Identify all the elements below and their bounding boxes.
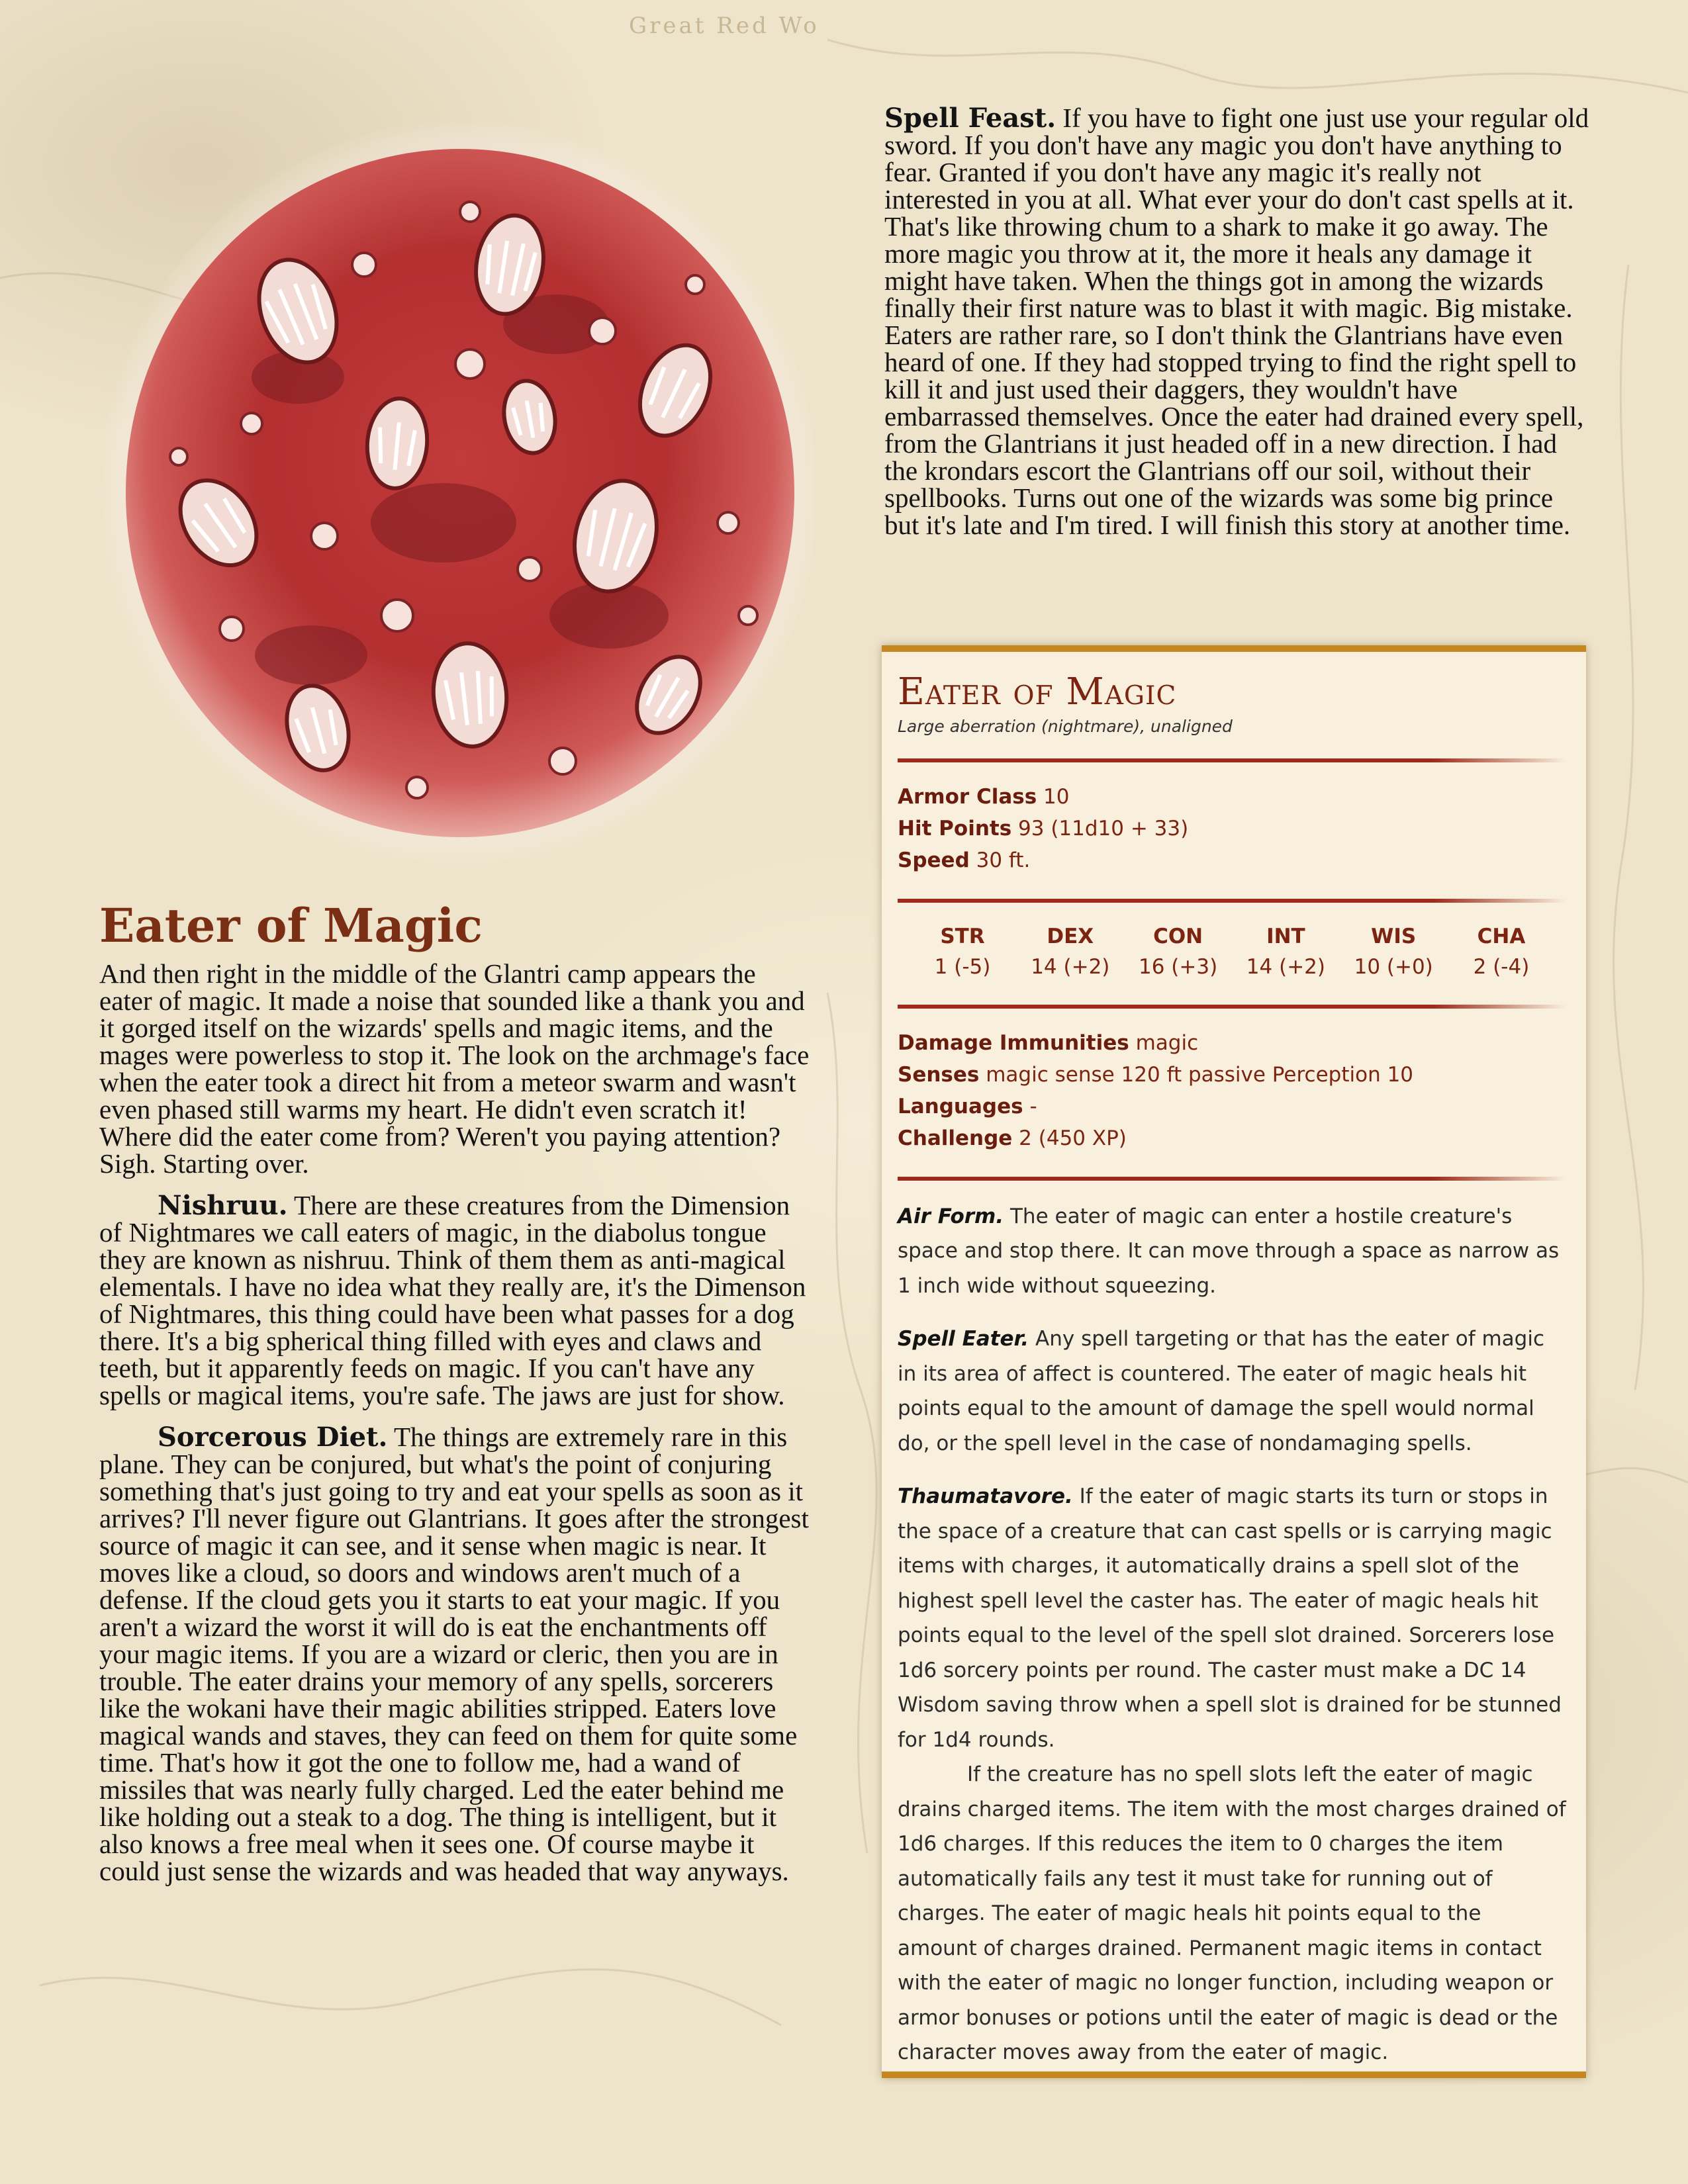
senses [898,1059,1566,1091]
ability-dex [1024,921,1117,982]
left-column [99,900,814,1899]
trait-name: Thaumatavore. [898,1484,1073,1509]
stat-block [882,645,1586,2078]
ability-name: CHA [1477,924,1526,948]
ability-name: DEX [1047,924,1094,948]
ability-cha [1455,921,1548,982]
eater-of-magic-illustration [99,113,814,867]
sorcerous-diet-text: The things are extremely rare in this plane. They can be conjured, but what's the point of conjuring something that's just going to try and eat your spells as soon as it arrives? I'll never figure out Glantrians. It goes after the strongest source of magic it can see, and it sense when magic is near. It moves like a cloud, so doors and windows aren't much of a defense. If the cloud gets you it starts to eat your magic. If you aren't a wizard the worst it will do is eat the enchantments off your magic items. If you are a wizard or cleric, then you are in trouble. The eater drains your memory of any spells, sorcerers like the wokani have their magic abilities stripped. Eaters love magical wands and staves, they can feed on them for quite some time. That's how it got the one to follow me, had a wand of missiles that was nearly fully charged. Led the eater behind me like holding out a steak to a dog. The thing is intelligent, but it also knows a free meal when it sees one. Of course maybe it could just sense the wizards and was headed that way anyways. [99,1422,809,1886]
challenge-label: Challenge [898,1126,1013,1150]
trait-text: If the eater of magic starts its turn or stops in the space of a creature that can cast spells or is carrying magic items with charges, it automatically drains a spell slot of the highest spell level the caster has. The eater of magic heals hit points equal to the level of the spell slot drained. Sorcerers lose 1d6 sorcery points per round. The caster must make a DC 14 Wisdom saving throw when a spell slot is drained for be stunned for 1d4 rounds. [898,1484,1562,1752]
ability-int [1239,921,1332,982]
divider [898,1177,1566,1181]
damage-immunities-value: magic [1135,1030,1199,1055]
trait-thaumatavore-continued: If the creature has no spell slots left the eater of magic drains charged items. The item with the most charges drained of 1d6 charges. If this reduces the item to 0 charges the item automatically fails any test it must take for running out of charges. The eater of magic heals hit points equal to the amount of charges drained. Permanent magic items in contact with the eater of magic no longer function, including weapon or armor bonuses or potions until the eater of magic is dead or the character moves away from the eater of magic. [898,1762,1566,2065]
languages [898,1091,1566,1122]
stat-block-name: Eater of Magic [898,670,1177,713]
damage-immunities-label: Damage Immunities [898,1030,1129,1055]
languages-label: Languages [898,1094,1023,1118]
ability-name: INT [1266,924,1305,948]
speed [898,844,1566,876]
spell-feast-text: If you have to fight one just use your regular old sword. If you don't have any magic you don't have anything to fear. Granted if you don't have any magic it's really not interested in you at all. What ever your do don't cast spells at it. That's like throwing chum to a shark to make it go away. The more magic you throw at it, the more it heals any damage it might have taken. When the things got in among the wizards finally their first nature was to blast it with magic. Big mistake. Eaters are rather rare, so I don't think the Glantrians have even heard of one. If they had stopped trying to find the right spell to kill it and just used their daggers, they wouldn't have embarrassed themselves. Once the eater had drained every spell, from the Glantrians it just headed off in a new direction. I had the krondars escort the Glantrians off our soil, without their spellbooks. Turns out one of the wizards was some big prince but it's late and I'm tired. I will finish this story at another time. [884,103,1589,540]
ability-scores [898,921,1566,982]
speed-value: 30 ft. [976,848,1031,872]
map-label: Great Red Wo [629,13,820,39]
sorcerous-diet-heading: Sorcerous Diet. [158,1422,388,1453]
ability-value: 10 (+0) [1354,954,1433,979]
ability-con [1132,921,1225,982]
ability-name: CON [1153,924,1203,948]
languages-value: - [1029,1094,1037,1118]
hit-points-label: Hit Points [898,816,1012,841]
ability-str [916,921,1009,982]
senses-label: Senses [898,1062,980,1087]
ability-value: 2 (-4) [1473,954,1530,979]
challenge [898,1122,1566,1154]
stat-block-type: Large aberration (nightmare), unaligned [898,716,1233,736]
hit-points [898,813,1566,844]
ability-value: 14 (+2) [1031,954,1110,979]
intro-paragraph: And then right in the middle of the Glantri camp appears the eater of magic. It made a noise that sounded like a thank you and it gorged itself on the wizards' spells and magic items, and the mages were powerless to stop it. The look on the archmage's face when the eater took a direct hit from a meteor swarm and wasn't even phased still warms my heart. He didn't even scratch it! Where did the eater come from? Weren't you paying attention? Sigh. Starting over. [99,958,810,1179]
ability-value: 16 (+3) [1139,954,1218,979]
nishruu-paragraph [99,1192,814,1409]
divider [898,758,1566,762]
ability-value: 1 (-5) [934,954,991,979]
ability-value: 14 (+2) [1246,954,1325,979]
trait-spell-eater [898,1322,1566,1461]
nishruu-text: There are these creatures from the Dimension of Nightmares we call eaters of magic, in the diabolus tongue they are known as nishruu. Think of them them as anti-magical elementals. I have no idea what they really are, it's the Dimenson of Nightmares, this thing could have been what passes for a dog there. It's a big spherical thing filled with eyes and claws and teeth, but it apparently feeds on magic. If you can't have any spells or magical items, you're safe. The jaws are just for show. [99,1190,806,1410]
page-title: Eater of Magic [99,898,483,953]
ability-name: WIS [1371,924,1417,948]
trait-text: The eater of magic can enter a hostile creature's space and stop there. It can move through a space as narrow as 1 inch wide without squeezing. [898,1204,1560,1298]
nishruu-heading: Nishruu. [158,1190,288,1221]
divider [898,1005,1566,1009]
spell-feast-paragraph [884,105,1593,539]
armor-class-value: 10 [1043,784,1070,809]
ability-name: STR [940,924,985,948]
trait-text: Any spell targeting or that has the eater of magic in its area of affect is countered. The eater of magic heals hit points equal to the amount of damage the spell would normal do, or the spell level in the case of nondamaging spells. [898,1327,1545,1455]
speed-label: Speed [898,848,970,872]
trait-air-form [898,1199,1566,1304]
armor-class [898,781,1566,813]
challenge-value: 2 (450 XP) [1019,1126,1127,1150]
senses-value: magic sense 120 ft passive Perception 10 [986,1062,1414,1087]
trait-thaumatavore [898,1479,1566,1757]
spell-feast-heading: Spell Feast. [884,103,1056,134]
hit-points-value: 93 (11d10 + 33) [1018,816,1189,841]
trait-name: Air Form. [898,1204,1004,1228]
damage-immunities [898,1027,1566,1059]
divider [898,899,1566,903]
trait-name: Spell Eater. [898,1327,1029,1351]
sorcerous-diet-paragraph [99,1424,814,1885]
armor-class-label: Armor Class [898,784,1037,809]
right-column-text [884,105,1593,553]
ability-wis [1347,921,1440,982]
